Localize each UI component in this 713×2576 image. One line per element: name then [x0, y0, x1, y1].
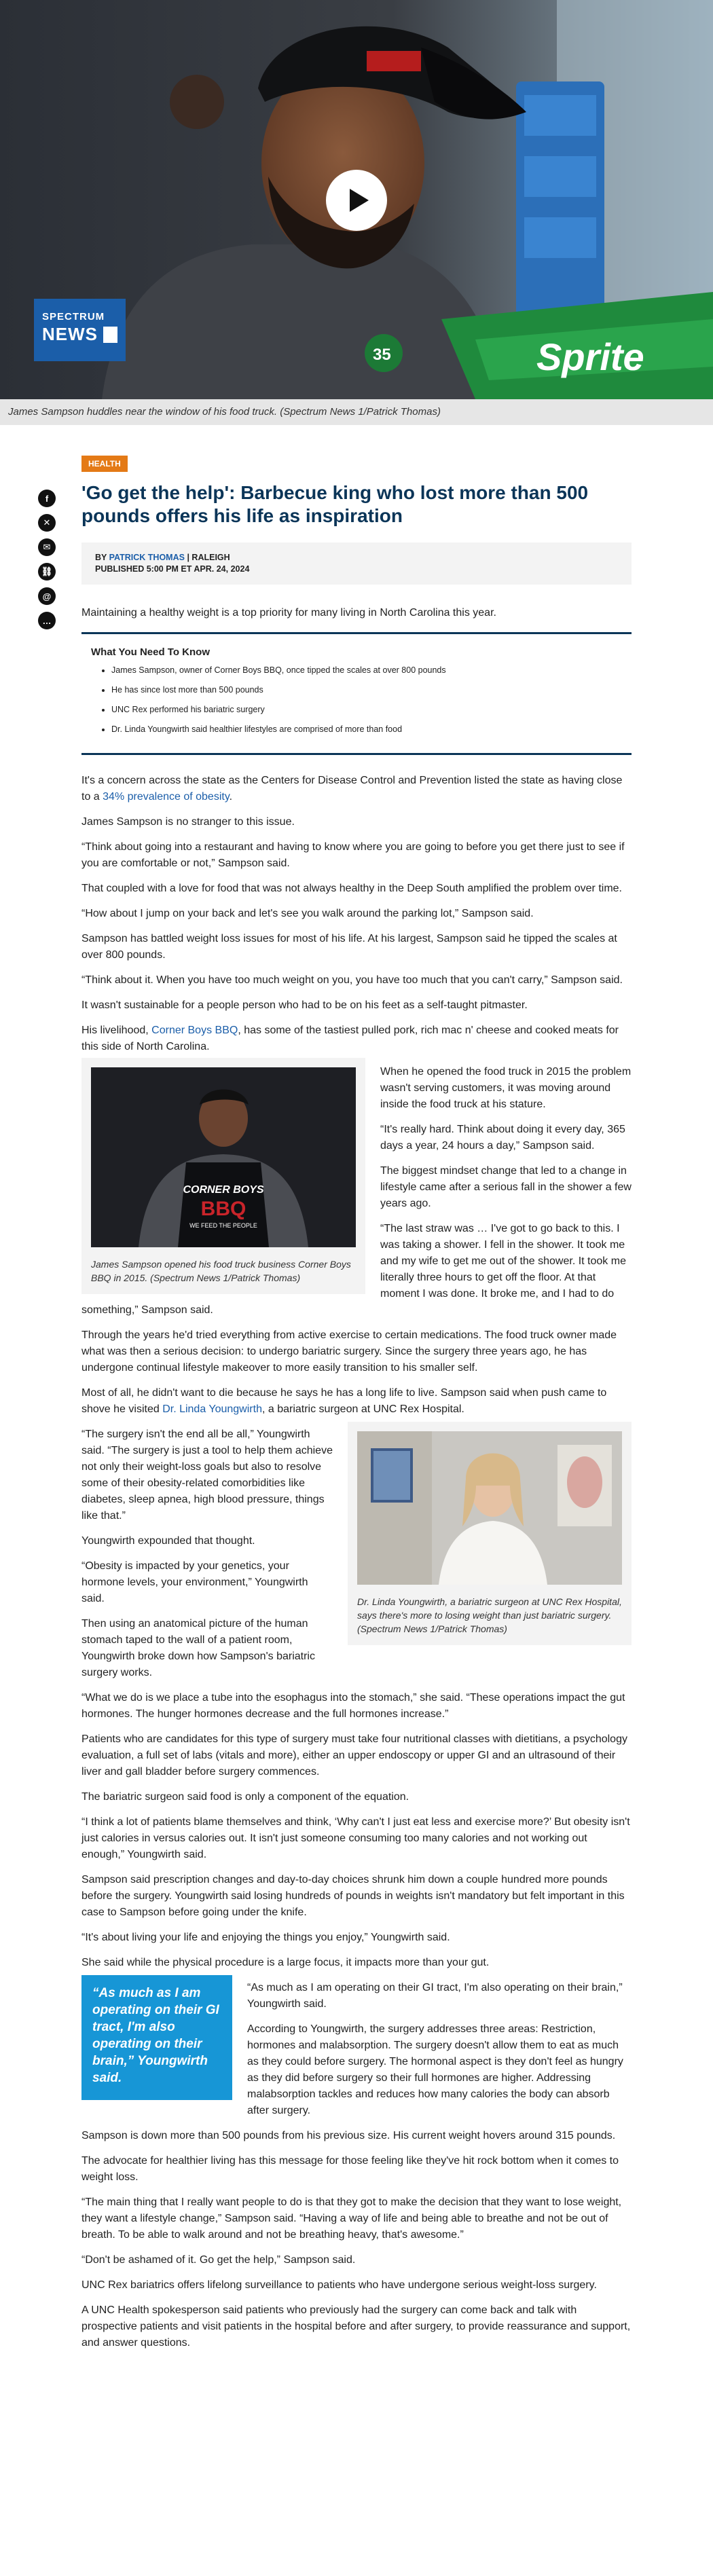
list-item: • UNC Rex performed his bariatric surgery [111, 704, 622, 715]
paragraph: Sampson said prescription changes and day-to-day choices shrunk him down a couple hundred more pounds before the surgery. Youngwirth said losing hundreds of pounds in weights isn't mandatory but felt important in this case to Sampson before going under the knife. [81, 1874, 625, 1918]
what-you-need-to-know [81, 632, 632, 755]
corner-boys-bbq-link[interactable]: Corner Boys BBQ [151, 1025, 238, 1036]
play-icon [350, 189, 369, 212]
play-button[interactable] [326, 170, 387, 231]
paragraph: “The surgery isn't the end all be all,” Youngwirth said. “The surgery is just a tool to help them achieve not only their weight-loss goals but also to resolve some of their obesity-related comorbidities like diabetes, sleep apnea, high blood pressure, things like that.” [81, 1429, 333, 1522]
apron-text-bottom: WE FEED THE PEOPLE [189, 1222, 257, 1229]
youngwirth-photo [357, 1431, 622, 1585]
paragraph: “How about I jump on your back and let's see you walk around the parking lot,” Sampson said. [81, 908, 534, 919]
list-item: • He has since lost more than 500 pounds [111, 684, 622, 695]
paragraph: “It's really hard. Think about doing it every day, 365 days a year, 24 hours a day,” Sampson said. [380, 1124, 625, 1152]
spectrum-news-logo [34, 299, 126, 361]
paragraph: “Think about going into a restaurant and having to know where you are going to before you get there just to see if you are comfortable or not,” Sampson said. [81, 841, 625, 869]
need-title: What You Need To Know [91, 646, 210, 658]
paragraph: Through the years he'd tried everything from active exercise to certain medications. The food truck owner made what was then a serious decision: to undergo bariatric surgery. Since the surgery three years ago, he has undergone continual lifestyle makeover to more easily transition to his smaller self. [81, 1329, 617, 1374]
paragraph: Youngwirth expounded that thought. [81, 1535, 255, 1547]
obesity-prevalence-link[interactable]: 34% prevalence of obesity [103, 791, 230, 803]
paragraph: Sampson has battled weight loss issues for most of his life. At his largest, Sampson said he tipped the scales at over 800 pounds. [81, 933, 617, 961]
x-icon[interactable]: ✕ [38, 514, 56, 532]
paragraph: “Obesity is impacted by your genetics, your hormone levels, your environment,” Youngwirth said. [81, 1560, 308, 1604]
youngwirth-link[interactable]: Dr. Linda Youngwirth [162, 1403, 262, 1415]
hero-caption: James Sampson huddles near the window of his food truck. (Spectrum News 1/Patrick Thomas) [0, 399, 713, 425]
by-label: BY [95, 553, 107, 562]
lead-paragraph: Maintaining a healthy weight is a top priority for many living in North Carolina this year. [81, 607, 496, 619]
byline [81, 542, 632, 585]
paragraph: James Sampson is no stranger to this issue. [81, 816, 295, 828]
paragraph: The advocate for healthier living has this message for those feeling like they've hit rock bottom when it comes to weight loss. [81, 2155, 619, 2183]
paragraph: She said while the physical procedure is a large focus, it impacts more than your gut. [81, 1957, 490, 1968]
logo-line2: NEWS [42, 324, 98, 344]
comment-icon[interactable]: … [38, 612, 56, 629]
category-tag[interactable]: HEALTH [81, 456, 128, 472]
paragraph: “Don't be ashamed of it. Go get the help,” Sampson said. [81, 2254, 356, 2266]
paragraph: It's a concern across the state as the Centers for Disease Control and Prevention listed the state as having close to a 34% prevalence of obesity. [81, 775, 623, 803]
paragraph: His livelihood, Corner Boys BBQ, has some of the tastiest pulled pork, rich mac n' cheese and cooked meats for this side of North Carolina. [81, 1025, 619, 1052]
figure-caption: Dr. Linda Youngwirth, a bariatric surgeon at UNC Rex Hospital, says there's more to losing weight than just bariatric surgery. (Spectrum News 1/Patrick Thomas) [357, 1596, 622, 1634]
apron-text-mid: BBQ [200, 1198, 246, 1220]
share-rail [38, 490, 56, 629]
paragraph: “I think a lot of patients blame themselves and think, ‘Why can't I just eat less and exercise more?’ But obesity isn't just calories in versus calories out. It isn't just someone consuming too many calories and not working out enough,” Youngwirth said. [81, 1816, 630, 1860]
article [81, 425, 632, 2358]
sampson-photo [91, 1067, 356, 1247]
paragraph: Patients who are candidates for this type of surgery must take four nutritional classes with dietitians, a psychology evaluation, a full set of labs (vitals and more), either an upper endoscopy or upper GI and an ultrasound of their liver and gall bladder before surgery commences. [81, 1733, 627, 1778]
svg-text:35: 35 [373, 346, 391, 364]
paragraph: “The main thing that I really want people to do is that they got to make the decision that they want to lose weight, they want a lifestyle change,” Sampson said. “Having a way of life and being able to breathe and not be out of breath. To be able to walk around and not be breathing heavy, that's awesome.” [81, 2196, 622, 2241]
paragraph: The bariatric surgeon said food is only a component of the equation. [81, 1791, 409, 1803]
facebook-icon[interactable]: f [38, 490, 56, 507]
paragraph: According to Youngwirth, the surgery addresses three areas: Restriction, hormones and malabsorption. The surgery doesn't allow them to eat as much as they could before surgery. The hormonal aspect is they don't feel as hungry as they did before surgery so their full hormones are higher. Addressing malabsorption tackles and reduces how many calories the body can absorb after surgery. [247, 2023, 623, 2116]
paragraph: It wasn't sustainable for a people person who had to be on his feet as a self-taught pitmaster. [81, 999, 528, 1011]
figure-sampson [81, 1058, 365, 1294]
logo-line1: SPECTRUM [42, 311, 105, 323]
paragraph: “The last straw was … I've got to go back to this. I was taking a shower. I fell in the shower. It took me and my wife to get me out of the shower. It took me literally three hours to get off the floor. At that moment I was done. It broke me, and I had to do something,” Sampson said. [81, 1223, 626, 1316]
paragraph: “What we do is we place a tube into the esophagus into the stomach,” she said. “These operations impact the gut hormones. The hunger hormones decrease and the full hormones increase.” [81, 1692, 625, 1720]
svg-text:Sprite: Sprite [536, 335, 644, 378]
paragraph: That coupled with a love for food that was not always healthy in the Deep South amplified the problem over time. [81, 883, 622, 894]
list-item: • Dr. Linda Youngwirth said healthier lifestyles are comprised of more than food [111, 724, 622, 735]
paragraph: Then using an anatomical picture of the human stomach taped to the wall of a patient room, Youngwirth broke down how Sampson's bariatric surgery works. [81, 1618, 315, 1678]
apron-text-top: CORNER BOYS [183, 1184, 264, 1196]
paragraph: A UNC Health spokesperson said patients who previously had the surgery can come back and talk with prospective patients and visit patients in the hospital before and after surgery, to provide reassurance and support, and answer questions. [81, 2304, 631, 2349]
author-link[interactable]: PATRICK THOMAS [109, 553, 185, 562]
list-item: • James Sampson, owner of Corner Boys BBQ, once tipped the scales at over 800 pounds [111, 665, 622, 676]
link-icon[interactable]: ⛓ [38, 563, 56, 581]
headline: 'Go get the help': Barbecue king who lost more than 500 pounds offers his life as inspiration [81, 482, 589, 526]
hero-video[interactable] [0, 0, 713, 399]
figure-caption: James Sampson opened his food truck business Corner Boys BBQ in 2015. (Spectrum News 1/Patrick Thomas) [91, 1259, 351, 1283]
paragraph: “It's about living your life and enjoying the things you enjoy,” Youngwirth said. [81, 1932, 450, 1943]
paragraph: “Think about it. When you have too much weight on you, you have too much that you can't carry,” Sampson said. [81, 974, 623, 986]
threads-icon[interactable]: @ [38, 587, 56, 605]
paragraph: “As much as I am operating on their GI tract, I'm also operating on their brain,” Youngwirth said. [247, 1982, 623, 2010]
paragraph: Most of all, he didn't want to die because he says he has a long life to live. Sampson said when push came to shove he visited Dr. Linda Youngwirth, a bariatric surgeon at UNC Rex Hospital. [81, 1387, 607, 1415]
paragraph: When he opened the food truck in 2015 the problem wasn't serving customers, it was moving around inside the food truck at his stature. [380, 1066, 632, 1110]
published-date: PUBLISHED 5:00 PM ET APR. 24, 2024 [95, 564, 250, 574]
paragraph: The biggest mindset change that led to a change in lifestyle came after a serious fall in the shower a few years ago. [380, 1165, 632, 1209]
paragraph: UNC Rex bariatrics offers lifelong surveillance to patients who have undergone serious weight-loss surgery. [81, 2279, 597, 2291]
logo-badge-icon [103, 327, 117, 343]
pull-quote: “As much as I am operating on their GI tract, I'm also operating on their brain,” Youngwirth said. [81, 1975, 232, 2100]
paragraph: Sampson is down more than 500 pounds from his previous size. His current weight hovers around 315 pounds. [81, 2130, 616, 2141]
location: | RALEIGH [184, 553, 230, 562]
email-icon[interactable]: ✉ [38, 538, 56, 556]
figure-youngwirth [348, 1422, 632, 1645]
